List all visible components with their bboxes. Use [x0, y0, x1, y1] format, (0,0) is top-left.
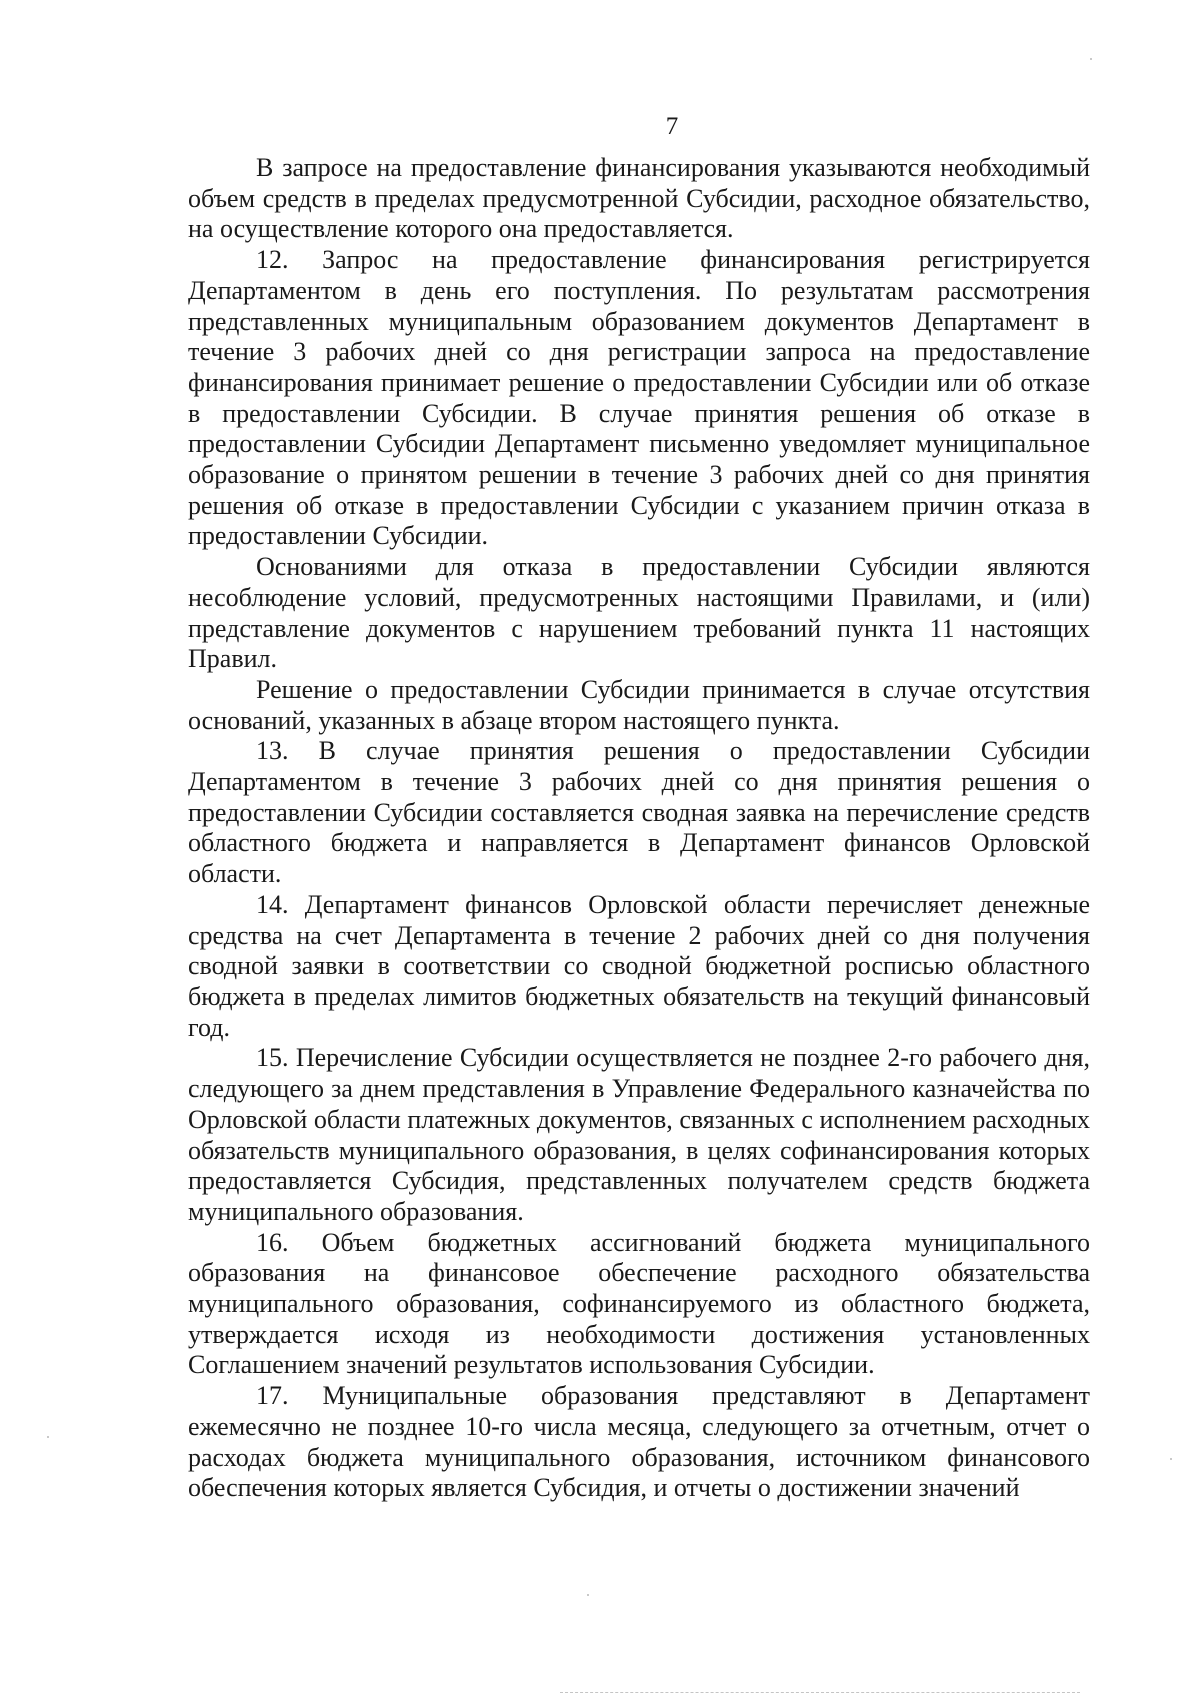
paragraph-refusal-grounds: Основаниями для отказа в предоставлении Субсидии являются несоблюдение условий, предусмотренных настоящими Правилами, и (или) представление документов с нарушением требований пункта 11 настоящих Правил.	[188, 552, 1090, 674]
paragraph-item-16: 16. Объем бюджетных ассигнований бюджета муниципального образования на финансовое обеспечение расходного обязательства муниципального образования, софинансируемого из областного бюджета, утверждается исходя из необходимости достижения установленных Соглашением значений результатов использования Субсидии.	[188, 1227, 1090, 1380]
scan-bottom-edge	[560, 1692, 1080, 1694]
paragraph-grant-decision: Решение о предоставлении Субсидии принимается в случае отсутствия оснований, указанных в абзаце втором настоящего пункта.	[188, 674, 1090, 735]
paragraph-item-14: 14. Департамент финансов Орловской области перечисляет денежные средства на счет Департамента в течение 2 рабочих дней со дня получения сводной заявки в соответствии со сводной бюджетной росписью областного бюджета в пределах лимитов бюджетных обязательств на текущий финансовый год.	[188, 889, 1090, 1042]
paragraph-item-13: 13. В случае принятия решения о предоставлении Субсидии Департаментом в течение 3 рабочих дней со дня принятия решения о предоставлении Субсидии составляется сводная заявка на перечисление средств областного бюджета и направляется в Департамент финансов Орловской области.	[188, 736, 1090, 889]
scan-speck	[1170, 1458, 1172, 1460]
document-body	[188, 153, 1090, 1504]
scan-speck	[1090, 58, 1092, 60]
paragraph-item-17: 17. Муниципальные образования представляют в Департамент ежемесячно не позднее 10-го числа месяца, следующего за отчетным, отчет о расходах бюджета муниципального образования, источником финансового обеспечения которых является Субсидия, и отчеты о достижении значений	[188, 1381, 1090, 1503]
paragraph-item-12: 12. Запрос на предоставление финансирования регистрируется Департаментом в день его поступления. По результатам рассмотрения представленных муниципальным образованием документов Департамент в течение 3 рабочих дней со дня регистрации запроса на предоставление финансирования принимает решение о предоставлении Субсидии или об отказе в предоставлении Субсидии. В случае принятия решения об отказе в предоставлении Субсидии Департамент письменно уведомляет муниципальное образование о принятом решении в течение 3 рабочих дней со дня принятия решения об отказе в предоставлении Субсидии с указанием причин отказа в предоставлении Субсидии.	[188, 245, 1090, 551]
scan-speck	[47, 1436, 49, 1438]
page-number: 7	[665, 113, 679, 140]
scan-speck	[587, 1594, 589, 1596]
paragraph-item-15: 15. Перечисление Субсидии осуществляется не позднее 2-го рабочего дня, следующего за днем представления в Управление Федерального казначейства по Орловской области платежных документов, связанных с исполнением расходных обязательств муниципального образования, в целях софинансирования которых предоставляется Субсидия, представленных получателем средств бюджета муниципального образования.	[188, 1043, 1090, 1226]
paragraph-funding-request-contents: В запросе на предоставление финансирования указываются необходимый объем средств в пределах предусмотренной Субсидии, расходное обязательство, на осуществление которого она предоставляется.	[188, 153, 1090, 244]
